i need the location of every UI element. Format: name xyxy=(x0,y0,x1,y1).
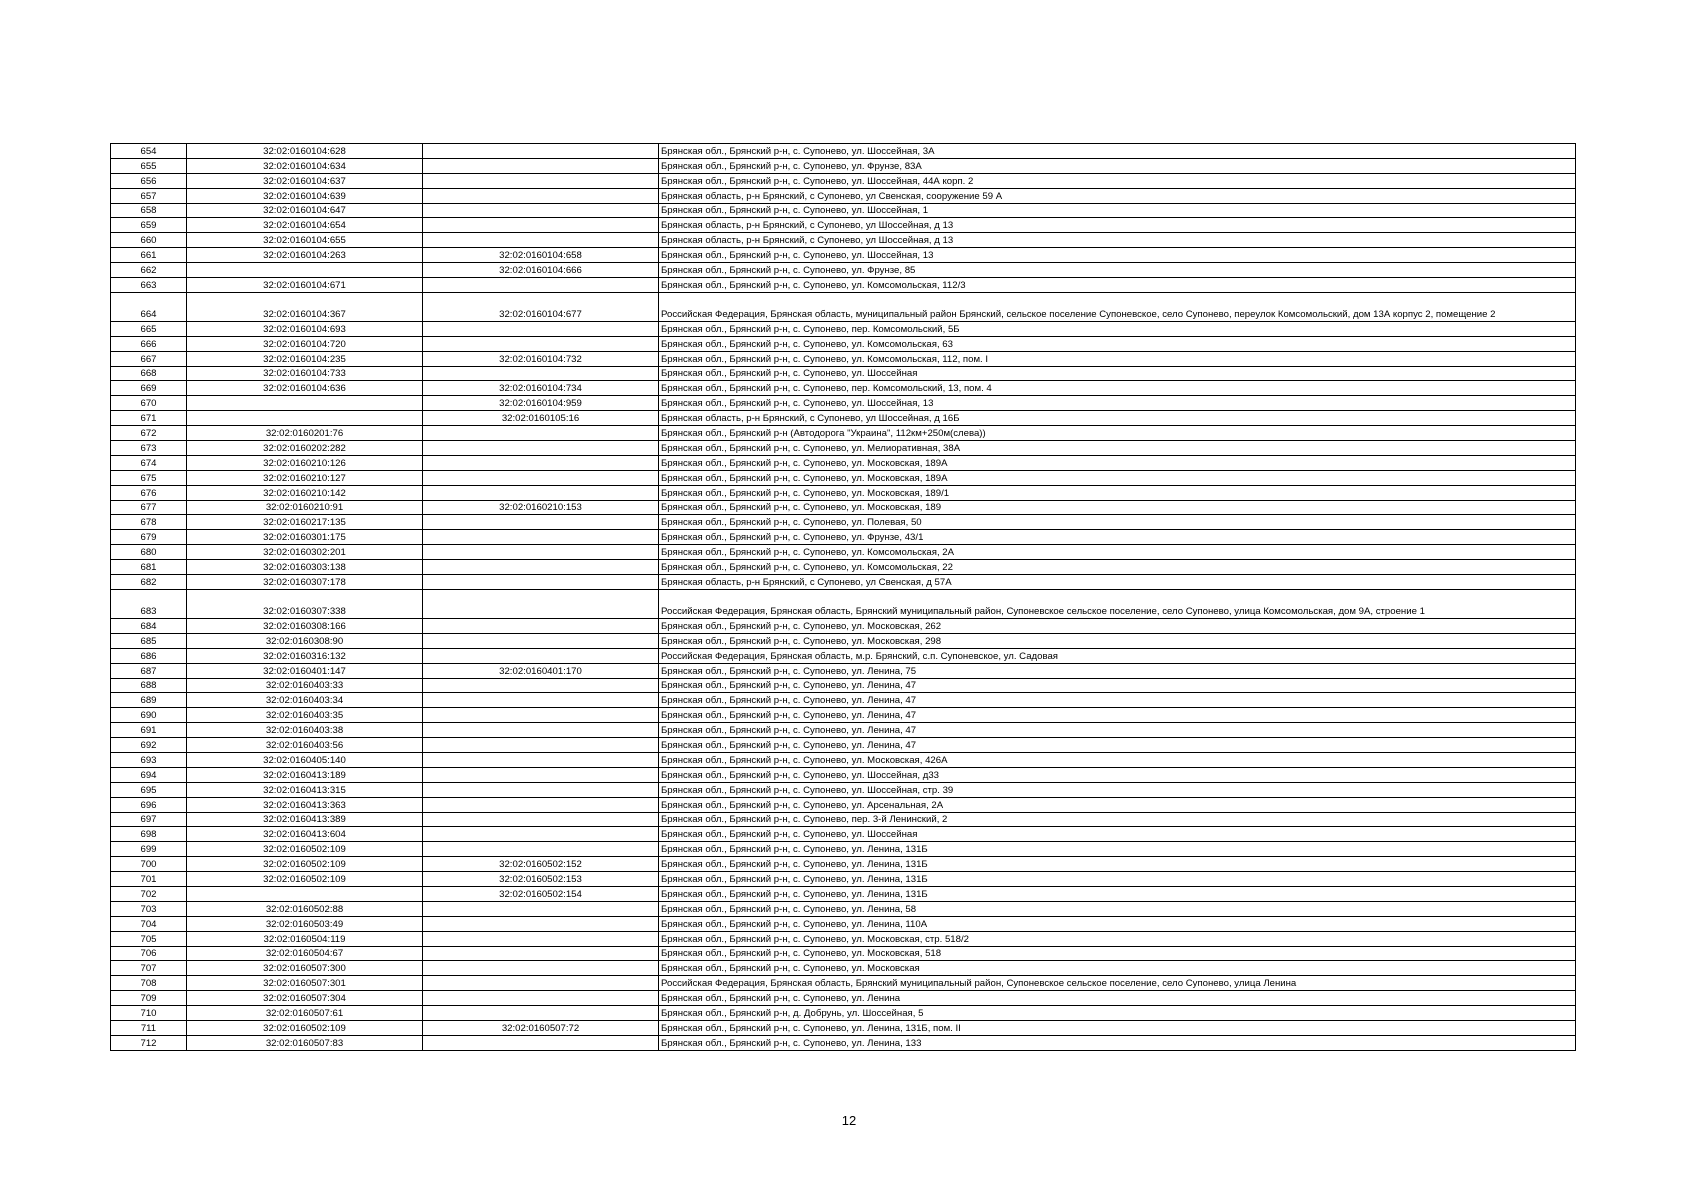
cadastral-number: 32:02:0160507:61 xyxy=(187,1006,423,1021)
table-body xyxy=(111,144,1576,1051)
row-number: 684 xyxy=(111,618,187,633)
table-row xyxy=(111,648,1576,663)
address-cell: Брянская обл., Брянский р-н, с. Супонево, ул. Ленина, 47 xyxy=(659,723,1576,738)
table-row xyxy=(111,812,1576,827)
row-number: 668 xyxy=(111,366,187,381)
address-cell: Брянская обл., Брянский р-н, с. Супонево, пер. 3-й Ленинский, 2 xyxy=(659,812,1576,827)
row-number: 704 xyxy=(111,916,187,931)
table-row xyxy=(111,901,1576,916)
address-cell: Брянская обл., Брянский р-н, с. Супонево, ул. Фрунзе, 83А xyxy=(659,158,1576,173)
cadastral-number: 32:02:0160308:166 xyxy=(187,618,423,633)
table-row xyxy=(111,1035,1576,1050)
address-cell: Брянская область, р-н Брянский, с Супонево, ул Свенская, сооружение 59 А xyxy=(659,188,1576,203)
table-row xyxy=(111,752,1576,767)
row-number: 679 xyxy=(111,530,187,545)
cadastral-number: 32:02:0160104:654 xyxy=(187,218,423,233)
cadastral-number: 32:02:0160502:109 xyxy=(187,1020,423,1035)
row-number: 690 xyxy=(111,708,187,723)
address-cell: Брянская обл., Брянский р-н, с. Супонево, ул. Комсомольская, 2А xyxy=(659,545,1576,560)
table-row xyxy=(111,560,1576,575)
address-cell: Брянская обл., Брянский р-н, с. Супонево, ул. Шоссейная, 44А корп. 2 xyxy=(659,173,1576,188)
cadastral-number: 32:02:0160210:126 xyxy=(187,455,423,470)
table-row xyxy=(111,530,1576,545)
cadastral-number: 32:02:0160403:34 xyxy=(187,693,423,708)
address-cell: Брянская обл., Брянский р-н, с. Супонево, ул. Шоссейная, 3А xyxy=(659,144,1576,159)
cadastral-number: 32:02:0160502:88 xyxy=(187,901,423,916)
row-number: 692 xyxy=(111,738,187,753)
address-cell: Брянская обл., Брянский р-н, с. Супонево, ул. Ленина, 47 xyxy=(659,693,1576,708)
table-row xyxy=(111,842,1576,857)
cadastral-number: 32:02:0160303:138 xyxy=(187,560,423,575)
object-cadastral-number xyxy=(423,693,659,708)
object-cadastral-number xyxy=(423,916,659,931)
cadastral-number: 32:02:0160502:109 xyxy=(187,842,423,857)
table-row xyxy=(111,321,1576,336)
object-cadastral-number: 32:02:0160104:734 xyxy=(423,381,659,396)
address-cell: Брянская обл., Брянский р-н, с. Супонево, ул. Ленина xyxy=(659,991,1576,1006)
cadastral-number: 32:02:0160202:282 xyxy=(187,441,423,456)
row-number: 709 xyxy=(111,991,187,1006)
object-cadastral-number: 32:02:0160104:677 xyxy=(423,292,659,321)
table-row xyxy=(111,708,1576,723)
table-row xyxy=(111,723,1576,738)
row-number: 660 xyxy=(111,233,187,248)
address-cell: Брянская обл., Брянский р-н, с. Супонево, ул. Полевая, 50 xyxy=(659,515,1576,530)
cadastral-number: 32:02:0160104:263 xyxy=(187,248,423,263)
object-cadastral-number xyxy=(423,441,659,456)
table-row xyxy=(111,366,1576,381)
row-number: 656 xyxy=(111,173,187,188)
table-row xyxy=(111,173,1576,188)
object-cadastral-number xyxy=(423,203,659,218)
object-cadastral-number xyxy=(423,633,659,648)
row-number: 707 xyxy=(111,961,187,976)
cadastral-number: 32:02:0160104:235 xyxy=(187,351,423,366)
table-row xyxy=(111,545,1576,560)
address-cell: Брянская обл., Брянский р-н, с. Супонево, ул. Московская, 189/1 xyxy=(659,485,1576,500)
object-cadastral-number: 32:02:0160502:153 xyxy=(423,872,659,887)
object-cadastral-number xyxy=(423,991,659,1006)
object-cadastral-number xyxy=(423,530,659,545)
table-row xyxy=(111,233,1576,248)
object-cadastral-number xyxy=(423,589,659,618)
object-cadastral-number xyxy=(423,946,659,961)
row-number: 676 xyxy=(111,485,187,500)
object-cadastral-number xyxy=(423,233,659,248)
address-cell: Брянская область, р-н Брянский, с Супонево, ул Свенская, д 57А xyxy=(659,575,1576,590)
row-number: 691 xyxy=(111,723,187,738)
address-cell: Брянская обл., Брянский р-н, с. Супонево, ул. Комсомольская, 63 xyxy=(659,336,1576,351)
table-row xyxy=(111,575,1576,590)
object-cadastral-number xyxy=(423,188,659,203)
row-number: 700 xyxy=(111,857,187,872)
table-row xyxy=(111,693,1576,708)
object-cadastral-number xyxy=(423,545,659,560)
object-cadastral-number xyxy=(423,678,659,693)
cadastral-number xyxy=(187,396,423,411)
address-cell: Брянская обл., Брянский р-н, с. Супонево, ул. Ленина, 47 xyxy=(659,708,1576,723)
table-row xyxy=(111,426,1576,441)
address-cell: Брянская обл., Брянский р-н, с. Супонево, ул. Ленина, 133 xyxy=(659,1035,1576,1050)
object-cadastral-number xyxy=(423,575,659,590)
table-row xyxy=(111,203,1576,218)
cadastral-number: 32:02:0160104:720 xyxy=(187,336,423,351)
address-cell: Брянская обл., Брянский р-н, с. Супонево, ул. Московская, 262 xyxy=(659,618,1576,633)
row-number: 678 xyxy=(111,515,187,530)
object-cadastral-number xyxy=(423,426,659,441)
object-cadastral-number xyxy=(423,827,659,842)
cadastral-number: 32:02:0160104:693 xyxy=(187,321,423,336)
table-row xyxy=(111,767,1576,782)
object-cadastral-number xyxy=(423,321,659,336)
address-cell: Брянская обл., Брянский р-н (Автодорога "Украина", 112км+250м(слева)) xyxy=(659,426,1576,441)
cadastral-number: 32:02:0160403:38 xyxy=(187,723,423,738)
row-number: 705 xyxy=(111,931,187,946)
table-row xyxy=(111,946,1576,961)
cadastral-number xyxy=(187,263,423,278)
table-row xyxy=(111,589,1576,618)
object-cadastral-number xyxy=(423,961,659,976)
address-cell: Российская Федерация, Брянская область, муниципальный район Брянский, сельское поселение Супоневское, село Супонево, переулок Комсомольский, дом 13А корпус 2, помещение 2 xyxy=(659,292,1576,321)
object-cadastral-number xyxy=(423,366,659,381)
object-cadastral-number xyxy=(423,278,659,293)
object-cadastral-number xyxy=(423,515,659,530)
object-cadastral-number xyxy=(423,144,659,159)
table-row xyxy=(111,381,1576,396)
object-cadastral-number xyxy=(423,767,659,782)
address-cell: Брянская обл., Брянский р-н, с. Супонево, ул. Московская, 189 xyxy=(659,500,1576,515)
table-row xyxy=(111,292,1576,321)
cadastral-number: 32:02:0160307:178 xyxy=(187,575,423,590)
row-number: 658 xyxy=(111,203,187,218)
object-cadastral-number: 32:02:0160502:154 xyxy=(423,886,659,901)
address-cell: Российская Федерация, Брянская область, Брянский муниципальный район, Супоневское сельское поселение, село Супонево, улица Комсомольская, дом 9А, строение 1 xyxy=(659,589,1576,618)
cadastral-number: 32:02:0160210:91 xyxy=(187,500,423,515)
object-cadastral-number xyxy=(423,723,659,738)
cadastral-number: 32:02:0160104:367 xyxy=(187,292,423,321)
cadastral-number: 32:02:0160413:189 xyxy=(187,767,423,782)
object-cadastral-number xyxy=(423,797,659,812)
table-row xyxy=(111,738,1576,753)
object-cadastral-number xyxy=(423,485,659,500)
row-number: 701 xyxy=(111,872,187,887)
row-number: 711 xyxy=(111,1020,187,1035)
row-number: 681 xyxy=(111,560,187,575)
cadastral-number: 32:02:0160413:363 xyxy=(187,797,423,812)
address-cell: Брянская обл., Брянский р-н, с. Супонево, ул. Московская xyxy=(659,961,1576,976)
address-cell: Брянская обл., Брянский р-н, с. Супонево, ул. Шоссейная, 13 xyxy=(659,248,1576,263)
cadastral-number: 32:02:0160503:49 xyxy=(187,916,423,931)
table-row xyxy=(111,263,1576,278)
cadastral-number xyxy=(187,411,423,426)
cadastral-number: 32:02:0160413:389 xyxy=(187,812,423,827)
row-number: 655 xyxy=(111,158,187,173)
address-cell: Брянская обл., Брянский р-н, д. Добрунь, ул. Шоссейная, 5 xyxy=(659,1006,1576,1021)
address-cell: Брянская обл., Брянский р-н, с. Супонево, ул. Ленина, 47 xyxy=(659,738,1576,753)
object-cadastral-number xyxy=(423,782,659,797)
cadastral-number: 32:02:0160104:639 xyxy=(187,188,423,203)
cadastral-number: 32:02:0160502:109 xyxy=(187,857,423,872)
address-cell: Брянская обл., Брянский р-н, с. Супонево, ул. Ленина, 131Б xyxy=(659,857,1576,872)
object-cadastral-number xyxy=(423,158,659,173)
address-cell: Брянская обл., Брянский р-н, с. Супонево, ул. Шоссейная, 1 xyxy=(659,203,1576,218)
cadastral-number: 32:02:0160104:655 xyxy=(187,233,423,248)
address-cell: Брянская обл., Брянский р-н, с. Супонево, ул. Мелиоративная, 38А xyxy=(659,441,1576,456)
object-cadastral-number xyxy=(423,752,659,767)
address-cell: Брянская обл., Брянский р-н, с. Супонево, ул. Ленина, 131Б, пом. II xyxy=(659,1020,1576,1035)
table-row xyxy=(111,827,1576,842)
cadastral-number: 32:02:0160507:300 xyxy=(187,961,423,976)
row-number: 657 xyxy=(111,188,187,203)
object-cadastral-number xyxy=(423,470,659,485)
object-cadastral-number xyxy=(423,618,659,633)
table-row xyxy=(111,782,1576,797)
row-number: 694 xyxy=(111,767,187,782)
object-cadastral-number xyxy=(423,901,659,916)
row-number: 667 xyxy=(111,351,187,366)
table-row xyxy=(111,872,1576,887)
object-cadastral-number xyxy=(423,708,659,723)
object-cadastral-number: 32:02:0160104:732 xyxy=(423,351,659,366)
table-row xyxy=(111,931,1576,946)
cadastral-number: 32:02:0160201:76 xyxy=(187,426,423,441)
row-number: 664 xyxy=(111,292,187,321)
object-cadastral-number: 32:02:0160104:666 xyxy=(423,263,659,278)
address-cell: Брянская обл., Брянский р-н, с. Супонево, ул. Фрунзе, 43/1 xyxy=(659,530,1576,545)
row-number: 687 xyxy=(111,663,187,678)
object-cadastral-number xyxy=(423,738,659,753)
row-number: 698 xyxy=(111,827,187,842)
object-cadastral-number xyxy=(423,1006,659,1021)
row-number: 710 xyxy=(111,1006,187,1021)
row-number: 674 xyxy=(111,455,187,470)
address-cell: Брянская обл., Брянский р-н, с. Супонево, пер. Комсомольский, 5Б xyxy=(659,321,1576,336)
address-cell: Брянская область, р-н Брянский, с Супонево, ул Шоссейная, д 13 xyxy=(659,233,1576,248)
row-number: 693 xyxy=(111,752,187,767)
table-row xyxy=(111,500,1576,515)
row-number: 682 xyxy=(111,575,187,590)
table-row xyxy=(111,411,1576,426)
address-cell: Брянская обл., Брянский р-н, с. Супонево, ул. Шоссейная xyxy=(659,827,1576,842)
cadastral-number: 32:02:0160403:56 xyxy=(187,738,423,753)
cadastral-number: 32:02:0160401:147 xyxy=(187,663,423,678)
table-row xyxy=(111,663,1576,678)
row-number: 697 xyxy=(111,812,187,827)
object-cadastral-number xyxy=(423,1035,659,1050)
table-row xyxy=(111,633,1576,648)
object-cadastral-number: 32:02:0160104:658 xyxy=(423,248,659,263)
address-cell: Брянская обл., Брянский р-н, с. Супонево, пер. Комсомольский, 13, пом. 4 xyxy=(659,381,1576,396)
object-cadastral-number xyxy=(423,812,659,827)
cadastral-number: 32:02:0160502:109 xyxy=(187,872,423,887)
address-cell: Брянская обл., Брянский р-н, с. Супонево, ул. Московская, 189А xyxy=(659,470,1576,485)
cadastral-number: 32:02:0160403:35 xyxy=(187,708,423,723)
row-number: 673 xyxy=(111,441,187,456)
address-cell: Брянская обл., Брянский р-н, с. Супонево, ул. Фрунзе, 85 xyxy=(659,263,1576,278)
table-row xyxy=(111,396,1576,411)
cadastral-number: 32:02:0160104:671 xyxy=(187,278,423,293)
cadastral-number: 32:02:0160413:604 xyxy=(187,827,423,842)
row-number: 677 xyxy=(111,500,187,515)
row-number: 680 xyxy=(111,545,187,560)
address-cell: Брянская обл., Брянский р-н, с. Супонево, ул. Ленина, 110А xyxy=(659,916,1576,931)
table-row xyxy=(111,455,1576,470)
table-row xyxy=(111,351,1576,366)
address-cell: Брянская обл., Брянский р-н, с. Супонево, ул. Комсомольская, 112/3 xyxy=(659,278,1576,293)
address-cell: Брянская обл., Брянский р-н, с. Супонево, ул. Комсомольская, 22 xyxy=(659,560,1576,575)
row-number: 703 xyxy=(111,901,187,916)
object-cadastral-number xyxy=(423,336,659,351)
cadastral-number: 32:02:0160507:83 xyxy=(187,1035,423,1050)
object-cadastral-number: 32:02:0160210:153 xyxy=(423,500,659,515)
cadastral-number: 32:02:0160403:33 xyxy=(187,678,423,693)
row-number: 702 xyxy=(111,886,187,901)
row-number: 675 xyxy=(111,470,187,485)
address-cell: Российская Федерация, Брянская область, Брянский муниципальный район, Супоневское сельское поселение, село Супонево, улица Ленина xyxy=(659,976,1576,991)
cadastral-number: 32:02:0160210:142 xyxy=(187,485,423,500)
object-cadastral-number: 32:02:0160401:170 xyxy=(423,663,659,678)
object-cadastral-number: 32:02:0160104:959 xyxy=(423,396,659,411)
row-number: 665 xyxy=(111,321,187,336)
row-number: 683 xyxy=(111,589,187,618)
object-cadastral-number xyxy=(423,976,659,991)
table-row xyxy=(111,961,1576,976)
table-row xyxy=(111,991,1576,1006)
row-number: 696 xyxy=(111,797,187,812)
table-row xyxy=(111,618,1576,633)
row-number: 670 xyxy=(111,396,187,411)
table-row xyxy=(111,1020,1576,1035)
cadastral-number: 32:02:0160104:637 xyxy=(187,173,423,188)
table-row xyxy=(111,248,1576,263)
address-cell: Брянская обл., Брянский р-н, с. Супонево, ул. Ленина, 131Б xyxy=(659,886,1576,901)
table-row xyxy=(111,470,1576,485)
table-row xyxy=(111,218,1576,233)
table-row xyxy=(111,336,1576,351)
cadastral-number: 32:02:0160507:301 xyxy=(187,976,423,991)
cadastral-number: 32:02:0160104:647 xyxy=(187,203,423,218)
address-cell: Брянская обл., Брянский р-н, с. Супонево, ул. Московская, 426А xyxy=(659,752,1576,767)
table-row xyxy=(111,976,1576,991)
cadastral-number: 32:02:0160217:135 xyxy=(187,515,423,530)
address-cell: Брянская обл., Брянский р-н, с. Супонево, ул. Ленина, 75 xyxy=(659,663,1576,678)
object-cadastral-number xyxy=(423,560,659,575)
address-cell: Брянская область, р-н Брянский, с Супонево, ул Шоссейная, д 13 xyxy=(659,218,1576,233)
table-row xyxy=(111,188,1576,203)
table-row xyxy=(111,441,1576,456)
table-row xyxy=(111,857,1576,872)
cadastral-number: 32:02:0160316:132 xyxy=(187,648,423,663)
cadastral-number: 32:02:0160308:90 xyxy=(187,633,423,648)
address-cell: Брянская обл., Брянский р-н, с. Супонево, ул. Московская, стр. 518/2 xyxy=(659,931,1576,946)
row-number: 699 xyxy=(111,842,187,857)
table-row xyxy=(111,485,1576,500)
address-cell: Брянская обл., Брянский р-н, с. Супонево, ул. Ленина, 58 xyxy=(659,901,1576,916)
row-number: 712 xyxy=(111,1035,187,1050)
row-number: 669 xyxy=(111,381,187,396)
table-row xyxy=(111,158,1576,173)
address-cell: Брянская обл., Брянский р-н, с. Супонево, ул. Московская, 298 xyxy=(659,633,1576,648)
address-cell: Брянская обл., Брянский р-н, с. Супонево, ул. Ленина, 47 xyxy=(659,678,1576,693)
table-row xyxy=(111,144,1576,159)
address-cell: Брянская обл., Брянский р-н, с. Супонево, ул. Шоссейная, д33 xyxy=(659,767,1576,782)
row-number: 659 xyxy=(111,218,187,233)
page-number: 12 xyxy=(841,1113,857,1128)
row-number: 663 xyxy=(111,278,187,293)
cadastral-number xyxy=(187,886,423,901)
cadastral-number: 32:02:0160104:636 xyxy=(187,381,423,396)
cadastral-table xyxy=(110,143,1576,1051)
cadastral-number: 32:02:0160504:67 xyxy=(187,946,423,961)
object-cadastral-number xyxy=(423,218,659,233)
row-number: 689 xyxy=(111,693,187,708)
row-number: 706 xyxy=(111,946,187,961)
table-row xyxy=(111,678,1576,693)
cadastral-number: 32:02:0160301:175 xyxy=(187,530,423,545)
table-row xyxy=(111,886,1576,901)
object-cadastral-number: 32:02:0160502:152 xyxy=(423,857,659,872)
cadastral-number: 32:02:0160104:634 xyxy=(187,158,423,173)
table-row xyxy=(111,797,1576,812)
row-number: 662 xyxy=(111,263,187,278)
object-cadastral-number: 32:02:0160105:16 xyxy=(423,411,659,426)
object-cadastral-number xyxy=(423,455,659,470)
address-cell: Брянская обл., Брянский р-н, с. Супонево, ул. Ленина, 131Б xyxy=(659,842,1576,857)
row-number: 695 xyxy=(111,782,187,797)
cadastral-number: 32:02:0160504:119 xyxy=(187,931,423,946)
address-cell: Брянская обл., Брянский р-н, с. Супонево, ул. Комсомольская, 112, пом. I xyxy=(659,351,1576,366)
object-cadastral-number xyxy=(423,842,659,857)
address-cell: Брянская обл., Брянский р-н, с. Супонево, ул. Арсенальная, 2А xyxy=(659,797,1576,812)
object-cadastral-number xyxy=(423,173,659,188)
row-number: 672 xyxy=(111,426,187,441)
address-cell: Брянская обл., Брянский р-н, с. Супонево, ул. Шоссейная, 13 xyxy=(659,396,1576,411)
row-number: 654 xyxy=(111,144,187,159)
table-row xyxy=(111,515,1576,530)
address-cell: Брянская обл., Брянский р-н, с. Супонево, ул. Шоссейная, стр. 39 xyxy=(659,782,1576,797)
cadastral-number: 32:02:0160413:315 xyxy=(187,782,423,797)
cadastral-number: 32:02:0160307:338 xyxy=(187,589,423,618)
table-row xyxy=(111,278,1576,293)
cadastral-number: 32:02:0160302:201 xyxy=(187,545,423,560)
object-cadastral-number xyxy=(423,648,659,663)
row-number: 666 xyxy=(111,336,187,351)
address-cell: Российская Федерация, Брянская область, м.р. Брянский, с.п. Супоневское, ул. Садовая xyxy=(659,648,1576,663)
row-number: 708 xyxy=(111,976,187,991)
cadastral-number: 32:02:0160104:733 xyxy=(187,366,423,381)
address-cell: Брянская обл., Брянский р-н, с. Супонево, ул. Московская, 189А xyxy=(659,455,1576,470)
address-cell: Брянская обл., Брянский р-н, с. Супонево, ул. Ленина, 131Б xyxy=(659,872,1576,887)
object-cadastral-number: 32:02:0160507:72 xyxy=(423,1020,659,1035)
cadastral-number: 32:02:0160104:628 xyxy=(187,144,423,159)
address-cell: Брянская обл., Брянский р-н, с. Супонево, ул. Шоссейная xyxy=(659,366,1576,381)
row-number: 661 xyxy=(111,248,187,263)
table-row xyxy=(111,1006,1576,1021)
row-number: 688 xyxy=(111,678,187,693)
cadastral-number: 32:02:0160405:140 xyxy=(187,752,423,767)
table-row xyxy=(111,916,1576,931)
row-number: 686 xyxy=(111,648,187,663)
address-cell: Брянская область, р-н Брянский, с Супонево, ул Шоссейная, д 16Б xyxy=(659,411,1576,426)
row-number: 671 xyxy=(111,411,187,426)
address-cell: Брянская обл., Брянский р-н, с. Супонево, ул. Московская, 518 xyxy=(659,946,1576,961)
object-cadastral-number xyxy=(423,931,659,946)
row-number: 685 xyxy=(111,633,187,648)
cadastral-number: 32:02:0160210:127 xyxy=(187,470,423,485)
cadastral-number: 32:02:0160507:304 xyxy=(187,991,423,1006)
